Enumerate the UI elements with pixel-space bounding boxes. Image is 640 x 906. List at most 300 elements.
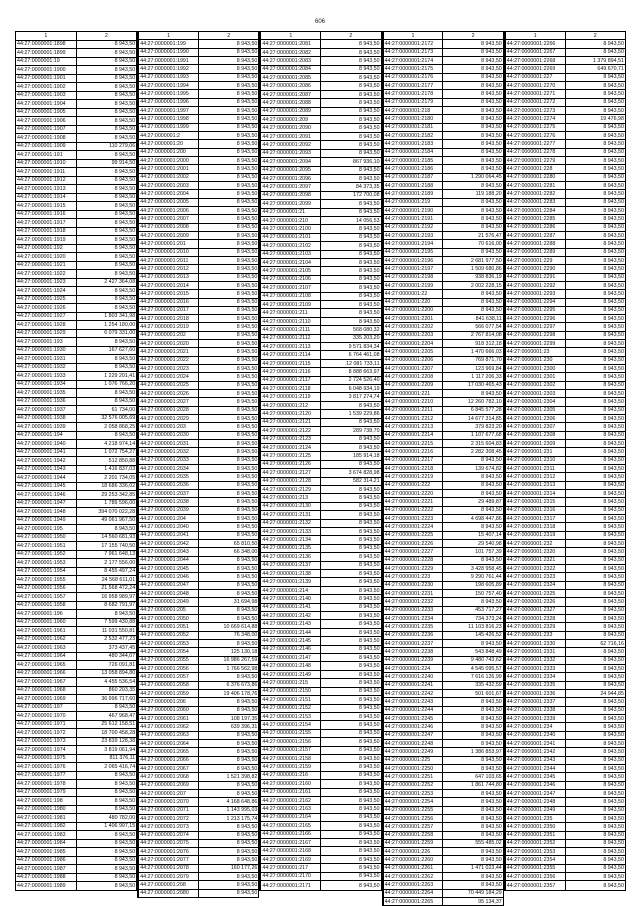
value-cell: 8 943,50: [321, 637, 381, 645]
table-row: [260, 74, 381, 82]
table-row: [505, 131, 626, 139]
cadastral-number-cell: 44:27:0000001:1919: [16, 236, 77, 245]
value-cell: 8 943,50: [321, 317, 381, 325]
table-block: [137, 31, 259, 898]
table-row: [16, 278, 137, 287]
table-row: [383, 656, 504, 664]
cadastral-number-cell: 44:27:0000001:1992: [138, 65, 198, 73]
table-row: [138, 789, 259, 797]
value-cell: 8 455 497,24: [76, 567, 137, 576]
cadastral-number-cell: 44:27:0000001:1947: [16, 499, 77, 508]
table-row: [383, 415, 504, 423]
cadastral-number-cell: 44:27:0000001:1962: [16, 635, 77, 644]
cadastral-number-cell: 44:27:0000001:1937: [16, 406, 77, 415]
table-row: [138, 848, 259, 856]
table-row: [16, 873, 137, 882]
table-row: [260, 477, 381, 485]
table-row: [505, 573, 626, 581]
cadastral-number-cell: 44:27:0000001:2342: [505, 748, 565, 756]
cadastral-number-cell: 44:27:0000001:1990: [138, 48, 198, 56]
value-cell: 8 943,50: [321, 721, 381, 729]
cadastral-number-cell: 44:27:0000001:2249: [383, 748, 443, 756]
cadastral-number-cell: 44:27:0000001:2174: [383, 56, 443, 64]
value-cell: 8 943,50: [321, 855, 381, 863]
cadastral-number-cell: 44:27:0000001:2119: [260, 393, 320, 401]
value-cell: 108 197,35: [199, 714, 259, 722]
cadastral-number-cell: 44:27:0000001:2229: [383, 565, 443, 573]
cadastral-number-cell: 44:27:0000001:2210: [383, 398, 443, 406]
value-cell: 8 943,50: [565, 340, 625, 348]
table-row: [383, 490, 504, 498]
table-row: [260, 258, 381, 266]
cadastral-number-cell: 44:27:0000001:2278: [505, 148, 565, 156]
table-row: [505, 48, 626, 56]
header-row: [505, 32, 626, 40]
value-cell: 8 943,50: [321, 275, 381, 283]
cadastral-number-cell: 44:27:0000001:2062: [138, 723, 198, 731]
table-row: [16, 210, 137, 219]
value-cell: 6 764 461,08: [321, 351, 381, 359]
cadastral-number-cell: 44:27:0000001:2047: [138, 581, 198, 589]
cadastral-number-cell: 44:27:0000001:2015: [138, 290, 198, 298]
cadastral-number-cell: 44:27:0000001:1927: [16, 312, 77, 321]
value-cell: 8 943,50: [321, 258, 381, 266]
cadastral-number-cell: 44:27:0000001:2298: [505, 331, 565, 339]
value-cell: 6 376 673,86: [199, 681, 259, 689]
cadastral-number-cell: 44:27:0000001:191: [16, 151, 77, 160]
value-cell: 8 943,50: [443, 739, 503, 747]
cadastral-number-cell: 44:27:0000001:2029: [138, 415, 198, 423]
table-row: [383, 306, 504, 314]
cadastral-number-cell: 44:27:0000001:2101: [260, 233, 320, 241]
value-cell: 8 943,50: [321, 435, 381, 443]
table-row: [505, 864, 626, 872]
cadastral-number-cell: 44:27:0000001:2159: [260, 763, 320, 771]
value-cell: 8 943,50: [199, 873, 259, 881]
table-row: [505, 673, 626, 681]
cadastral-number-cell: 44:27:0000001:2156: [260, 738, 320, 746]
cadastral-number-cell: 44:27:0000001:1928: [16, 321, 77, 330]
value-cell: 8 943,50: [565, 306, 625, 314]
cadastral-number-cell: 44:27:0000001:2052: [138, 631, 198, 639]
table-row: [383, 448, 504, 456]
cadastral-number-cell: 44:27:0000001:2205: [383, 348, 443, 356]
table-row: [16, 66, 137, 75]
table-row: [138, 589, 259, 597]
cadastral-number-cell: 44:27:0000001:200: [138, 148, 198, 156]
cadastral-number-cell: 44:27:0000001:2158: [260, 754, 320, 762]
cadastral-number-cell: 44:27:0000001:2021: [138, 348, 198, 356]
column-header: 1: [260, 32, 320, 40]
cadastral-number-cell: 44:27:0000001:2348: [505, 798, 565, 806]
table-row: [505, 831, 626, 839]
cadastral-number-cell: 44:27:0000001:210: [260, 216, 320, 224]
cadastral-number-cell: 44:27:0000001:1978: [16, 780, 77, 789]
value-cell: 1 789 596,00: [76, 499, 137, 508]
value-cell: 8 943,50: [443, 881, 503, 889]
value-cell: 8 943,50: [199, 65, 259, 73]
table-row: [260, 855, 381, 863]
value-cell: 8 943,50: [565, 698, 625, 706]
cadastral-number-cell: 44:27:0000001:2221: [383, 498, 443, 506]
cadastral-number-cell: 44:27:0000001:2318: [505, 523, 565, 531]
table-row: [138, 706, 259, 714]
table-row: [505, 106, 626, 114]
cadastral-number-cell: 44:27:0000001:2185: [383, 156, 443, 164]
value-cell: 8 943,50: [443, 115, 503, 123]
table-row: [138, 290, 259, 298]
value-cell: 8 943,50: [565, 748, 625, 756]
table-row: [383, 198, 504, 206]
table-row: [138, 331, 259, 339]
table-row: [16, 372, 137, 381]
cadastral-number-cell: 44:27:0000001:2151: [260, 696, 320, 704]
cadastral-number-cell: 44:27:0000001:2332: [505, 656, 565, 664]
cadastral-number-cell: 44:27:0000001:1961: [16, 627, 77, 636]
table-row: [138, 856, 259, 864]
value-cell: 8 943,50: [443, 65, 503, 73]
table-row: [260, 343, 381, 351]
value-cell: 8 943,50: [321, 553, 381, 561]
cadastral-number-cell: 44:27:0000001:2169: [260, 855, 320, 863]
value-cell: 8 943,50: [443, 131, 503, 139]
table-row: [505, 723, 626, 731]
cadastral-number-cell: 44:27:0000001:2296: [505, 315, 565, 323]
value-cell: 7 961 648,13: [76, 550, 137, 559]
cadastral-number-cell: 44:27:0000001:1944: [16, 474, 77, 483]
value-cell: 8 943,50: [321, 292, 381, 300]
cadastral-number-cell: 44:27:0000001:1973: [16, 737, 77, 746]
value-cell: 543 848,49: [443, 648, 503, 656]
table-row: [505, 814, 626, 822]
cadastral-number-cell: 44:27:0000001:2310: [505, 456, 565, 464]
value-cell: 25 612 158,51: [76, 720, 137, 729]
table-row: [383, 315, 504, 323]
table-row: [138, 365, 259, 373]
table-row: [138, 456, 259, 464]
cadastral-number-cell: 44:27:0000001:2150: [260, 687, 320, 695]
cadastral-number-cell: 44:27:0000001:1984: [16, 839, 77, 848]
table-row: [260, 141, 381, 149]
value-cell: 8 943,50: [565, 664, 625, 672]
table-row: [16, 244, 137, 253]
value-cell: 8 943,50: [199, 848, 259, 856]
table-row: [505, 356, 626, 364]
table-row: [16, 448, 137, 457]
table-row: [16, 669, 137, 678]
table-row: [505, 698, 626, 706]
value-cell: 8 943,50: [443, 756, 503, 764]
value-cell: 8 943,50: [321, 107, 381, 115]
value-cell: 8 943,50: [199, 498, 259, 506]
value-cell: 8 943,50: [199, 265, 259, 273]
cadastral-number-cell: 44:27:0000001:1932: [16, 363, 77, 372]
cadastral-number-cell: 44:27:0000001:2191: [383, 215, 443, 223]
table-row: [16, 236, 137, 245]
value-cell: 8 943,50: [76, 338, 137, 347]
table-row: [16, 253, 137, 262]
value-cell: 11 103 816,23: [443, 623, 503, 631]
value-cell: 185 914,18: [321, 452, 381, 460]
cadastral-number-cell: 44:27:0000001:1903: [16, 91, 77, 100]
table-row: [138, 548, 259, 556]
value-cell: 8 943,50: [321, 620, 381, 628]
cadastral-number-cell: 44:27:0000001:2201: [383, 315, 443, 323]
value-cell: 8 943,50: [199, 481, 259, 489]
value-cell: 7 599 430,88: [76, 618, 137, 627]
value-cell: 8 943,50: [565, 473, 625, 481]
value-cell: 8 943,50: [321, 839, 381, 847]
cadastral-number-cell: 44:27:0000001:2267: [505, 48, 565, 56]
value-cell: 8 943,50: [443, 706, 503, 714]
cadastral-number-cell: 44:27:0000001:2286: [505, 223, 565, 231]
cadastral-number-cell: 44:27:0000001:2355: [505, 864, 565, 872]
table-row: [16, 176, 137, 185]
value-cell: 8 943,50: [321, 872, 381, 880]
table-row: [260, 460, 381, 468]
table-row: [260, 620, 381, 628]
table-row: [138, 298, 259, 306]
table-row: [16, 508, 137, 517]
value-cell: 8 943,50: [76, 193, 137, 202]
cadastral-number-cell: 44:27:0000001:2325: [505, 589, 565, 597]
cadastral-number-cell: 44:27:0000001:2153: [260, 712, 320, 720]
table-row: [16, 763, 137, 772]
cadastral-number-cell: 44:27:0000001:1977: [16, 771, 77, 780]
value-cell: 8 943,50: [76, 797, 137, 806]
value-cell: 8 943,50: [199, 881, 259, 889]
cadastral-number-cell: 44:27:0000001:2146: [260, 645, 320, 653]
table-row: [505, 56, 626, 64]
value-cell: 8 943,50: [76, 788, 137, 797]
cadastral-number-cell: 44:27:0000001:2073: [138, 823, 198, 831]
cadastral-number-cell: 44:27:0000001:2136: [260, 553, 320, 561]
table-row: [138, 598, 259, 606]
cadastral-number-cell: 44:27:0000001:216: [260, 771, 320, 779]
value-cell: 8 943,50: [321, 57, 381, 65]
table-row: [138, 140, 259, 148]
value-cell: 8 943,50: [565, 290, 625, 298]
cadastral-number-cell: 44:27:0000001:2105: [260, 267, 320, 275]
table-row: [260, 275, 381, 283]
cadastral-number-cell: 44:27:0000001:2005: [138, 198, 198, 206]
table-row: [138, 131, 259, 139]
table-row: [16, 270, 137, 279]
table-row: [138, 515, 259, 523]
table-block: [382, 31, 504, 906]
table-row: [383, 348, 504, 356]
table-row: [505, 273, 626, 281]
cadastral-number-cell: 44:27:0000001:2091: [260, 132, 320, 140]
value-cell: 8 943,50: [443, 556, 503, 564]
value-cell: 3 428 958,45: [443, 565, 503, 573]
table-row: [505, 581, 626, 589]
cadastral-number-cell: 44:27:0000001:2036: [138, 481, 198, 489]
value-cell: 8 943,50: [443, 206, 503, 214]
table-row: [16, 491, 137, 500]
value-cell: 1 861 744,80: [443, 781, 503, 789]
cadastral-number-cell: 44:27:0000001:2275: [505, 123, 565, 131]
cadastral-number-cell: 44:27:0000001:2197: [383, 265, 443, 273]
value-cell: 8 943,50: [565, 248, 625, 256]
value-cell: 8 943,50: [199, 206, 259, 214]
value-cell: 8 943,50: [321, 267, 381, 275]
table-row: [260, 469, 381, 477]
value-cell: 8 943,50: [76, 134, 137, 143]
cadastral-number-cell: 44:27:0000001:2078: [138, 864, 198, 872]
table-row: [138, 681, 259, 689]
value-cell: 4 168 648,86: [199, 798, 259, 806]
table-row: [16, 831, 137, 840]
value-cell: 8 943,50: [565, 448, 625, 456]
cadastral-number-cell: 44:27:0000001:209: [260, 116, 320, 124]
value-cell: 8 943,50: [76, 805, 137, 814]
value-cell: 8 943,50: [565, 764, 625, 772]
value-cell: 8 943,50: [199, 406, 259, 414]
cadastral-number-cell: 44:27:0000001:2043: [138, 548, 198, 556]
table-row: [260, 864, 381, 872]
cadastral-number-cell: 44:27:0000001:2302: [505, 381, 565, 389]
column-header: 2: [321, 32, 381, 40]
table-row: [383, 606, 504, 614]
cadastral-number-cell: 44:27:0000001:2134: [260, 536, 320, 544]
cadastral-number-cell: 44:27:0000001:2080: [138, 889, 198, 897]
value-cell: 335 432,59: [443, 681, 503, 689]
table-row: [505, 881, 626, 891]
cadastral-number-cell: 44:27:0000001:1942: [16, 457, 77, 466]
table-row: [16, 406, 137, 415]
cadastral-number-cell: 44:27:0000001:2019: [138, 323, 198, 331]
cadastral-number-cell: 44:27:0000001:2336: [505, 689, 565, 697]
cadastral-number-cell: 44:27:0000001:2094: [260, 158, 320, 166]
table-row: [505, 789, 626, 797]
value-cell: 8 943,50: [565, 481, 625, 489]
table-row: [260, 351, 381, 359]
table-row: [138, 581, 259, 589]
value-cell: 8 943,50: [565, 556, 625, 564]
table-row: [260, 191, 381, 199]
value-cell: 8 943,50: [199, 315, 259, 323]
value-cell: 8 943,50: [199, 56, 259, 64]
cadastral-number-cell: 44:27:0000001:1934: [16, 380, 77, 389]
value-cell: 8 943,50: [199, 273, 259, 281]
table-row: [505, 873, 626, 881]
cadastral-number-cell: 44:27:0000001:2211: [383, 406, 443, 414]
cadastral-number-cell: 44:27:0000001:1980: [16, 805, 77, 814]
table-row: [138, 73, 259, 81]
value-cell: 12 260 782,10: [443, 398, 503, 406]
value-cell: 8 943,50: [443, 223, 503, 231]
cadastral-number-cell: 44:27:0000001:1916: [16, 210, 77, 219]
table-row: [260, 233, 381, 241]
cadastral-number-cell: 44:27:0000001:214: [260, 586, 320, 594]
cadastral-number-cell: 44:27:0000001:2042: [138, 540, 198, 548]
value-cell: 8 943,50: [443, 40, 503, 48]
table-row: [16, 593, 137, 602]
table-row: [16, 440, 137, 449]
cadastral-number-cell: 44:27:0000001:1960: [16, 618, 77, 627]
table-row: [16, 295, 137, 304]
table-row: [16, 550, 137, 559]
table-row: [505, 373, 626, 381]
cadastral-number-cell: 44:27:0000001:2084: [260, 65, 320, 73]
table-row: [16, 746, 137, 755]
value-cell: 8 943,50: [199, 381, 259, 389]
cadastral-number-cell: 44:27:0000001:1933: [16, 372, 77, 381]
cadastral-number-cell: 44:27:0000001:2213: [383, 423, 443, 431]
table-row: [260, 216, 381, 224]
table-row: [383, 731, 504, 739]
cadastral-number-cell: 44:27:0000001:2035: [138, 473, 198, 481]
table-row: [16, 338, 137, 347]
header-row: [138, 32, 259, 40]
value-cell: 8 943,50: [321, 250, 381, 258]
cadastral-number-cell: 44:27:0000001:2088: [260, 99, 320, 107]
value-cell: 8 943,50: [199, 40, 259, 48]
table-row: [260, 200, 381, 208]
table-row: [138, 481, 259, 489]
table-row: [260, 242, 381, 250]
column-header: 2: [443, 32, 503, 40]
cadastral-number-cell: 44:27:0000001:2125: [260, 452, 320, 460]
table-row: [505, 656, 626, 664]
table-row: [260, 124, 381, 132]
cadastral-number-cell: 44:27:0000001:2086: [260, 82, 320, 90]
table-row: [16, 856, 137, 865]
table-row: [260, 427, 381, 435]
value-cell: 566 077,54: [443, 323, 503, 331]
cadastral-number-cell: 44:27:0000001:1965: [16, 661, 77, 670]
table-row: [16, 678, 137, 687]
value-cell: 8 943,50: [565, 756, 625, 764]
value-cell: 8 943,50: [565, 731, 625, 739]
value-cell: 2 427 364,08: [76, 278, 137, 287]
cadastral-number-cell: 44:27:0000001:2330: [505, 639, 565, 647]
cadastral-number-cell: 44:27:0000001:1964: [16, 652, 77, 661]
value-cell: 8 943,50: [443, 473, 503, 481]
table-row: [383, 240, 504, 248]
table-row: [505, 90, 626, 98]
value-cell: 1 406 997,15: [76, 822, 137, 831]
cadastral-number-cell: 44:27:0000001:1941: [16, 448, 77, 457]
cadastral-number-cell: 44:27:0000001:1975: [16, 754, 77, 763]
value-cell: 2 724 526,40: [321, 376, 381, 384]
table-row: [260, 578, 381, 586]
value-cell: 8 943,50: [199, 390, 259, 398]
value-cell: 23 839 128,38: [76, 737, 137, 746]
value-cell: 8 943,50: [443, 806, 503, 814]
table-row: [383, 723, 504, 731]
value-cell: 172 700,08: [321, 191, 381, 199]
table-row: [505, 748, 626, 756]
table-row: [383, 406, 504, 414]
value-cell: 811 376,11: [76, 754, 137, 763]
table-row: [383, 873, 504, 881]
table-row: [16, 185, 137, 194]
table-row: [383, 698, 504, 706]
cadastral-number-cell: 44:27:0000001:2111: [260, 326, 320, 334]
table-row: [138, 198, 259, 206]
value-cell: 8 943,50: [199, 823, 259, 831]
cadastral-number-cell: 44:27:0000001:2321: [505, 556, 565, 564]
value-cell: 8 943,50: [565, 48, 625, 56]
cadastral-number-cell: 44:27:0000001:1911: [16, 168, 77, 177]
table-row: [138, 256, 259, 264]
value-cell: 123 969,84: [443, 365, 503, 373]
value-cell: 8 943,50: [321, 654, 381, 662]
cadastral-number-cell: 44:27:0000001:2274: [505, 115, 565, 123]
table-row: [138, 390, 259, 398]
